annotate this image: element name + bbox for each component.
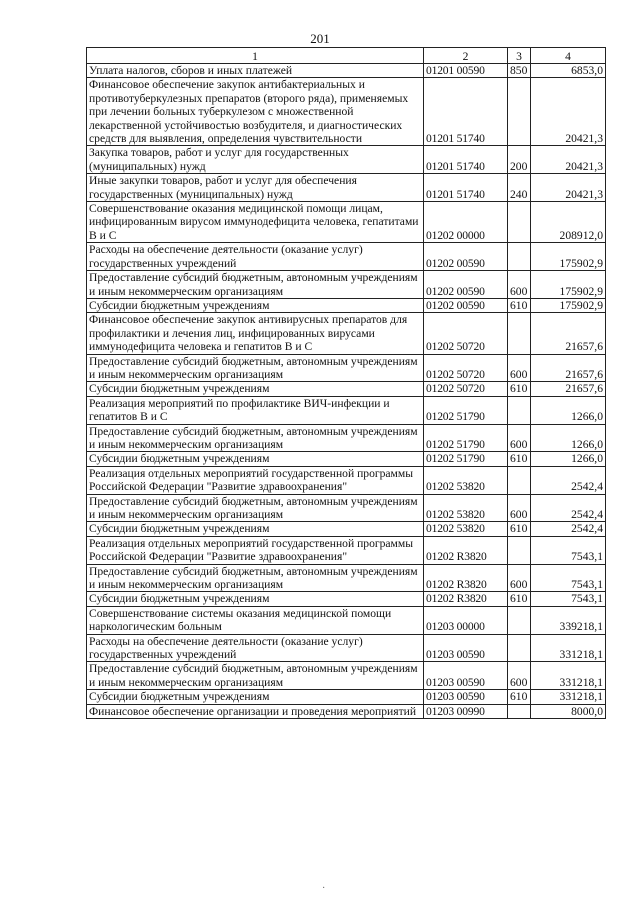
row-code-cell: 01202 50720 [424, 382, 508, 396]
row-amount-cell: 20421,3 [531, 78, 606, 146]
row-code-cell: 01201 51740 [424, 78, 508, 146]
row-type-cell: 200 [508, 146, 531, 174]
row-name-cell: Реализация отдельных мероприятий государственной программы Российской Федерации "Развитие здравоохранения" [87, 466, 424, 494]
budget-table [86, 47, 606, 719]
row-name-cell: Совершенствование системы оказания медицинской помощи наркологическим больным [87, 606, 424, 634]
row-type-cell [508, 243, 531, 271]
row-name-cell: Реализация отдельных мероприятий государственной программы Российской Федерации "Развитие здравоохранения" [87, 536, 424, 564]
row-type-cell: 610 [508, 298, 531, 312]
row-code-cell: 01202 50720 [424, 354, 508, 382]
header-col-2: 2 [424, 48, 508, 64]
table-row [87, 174, 606, 202]
row-amount-cell: 2542,4 [531, 522, 606, 536]
row-code-cell: 01202 R3820 [424, 592, 508, 606]
table-row [87, 243, 606, 271]
row-amount-cell: 8000,0 [531, 704, 606, 718]
table-row [87, 452, 606, 466]
row-type-cell: 610 [508, 690, 531, 704]
row-code-cell: 01202 53820 [424, 494, 508, 522]
row-code-cell: 01202 51790 [424, 452, 508, 466]
table-row [87, 64, 606, 78]
page-number: 201 [310, 31, 330, 46]
row-code-cell: 01202 51790 [424, 396, 508, 424]
row-name-cell: Предоставление субсидий бюджетным, автономным учреждениям и иным некоммерческим организациям [87, 494, 424, 522]
row-code-cell: 01202 50720 [424, 313, 508, 354]
table-row [87, 202, 606, 243]
header-col-3: 3 [508, 48, 531, 64]
row-name-cell: Расходы на обеспечение деятельности (оказание услуг) государственных учреждений [87, 634, 424, 662]
row-code-cell: 01201 51740 [424, 146, 508, 174]
row-amount-cell: 1266,0 [531, 452, 606, 466]
header-col-4: 4 [531, 48, 606, 64]
row-amount-cell: 1266,0 [531, 424, 606, 452]
row-type-cell: 600 [508, 424, 531, 452]
row-code-cell: 01202 51790 [424, 424, 508, 452]
table-row [87, 522, 606, 536]
row-name-cell: Субсидии бюджетным учреждениям [87, 452, 424, 466]
row-amount-cell: 7543,1 [531, 564, 606, 592]
row-code-cell: 01202 00590 [424, 298, 508, 312]
table-header-row [87, 48, 606, 64]
scan-artifact: · [322, 883, 326, 894]
row-type-cell [508, 704, 531, 718]
row-amount-cell: 21657,6 [531, 313, 606, 354]
table-row [87, 271, 606, 299]
row-amount-cell: 175902,9 [531, 243, 606, 271]
table-row [87, 313, 606, 354]
table-row [87, 564, 606, 592]
row-amount-cell: 7543,1 [531, 592, 606, 606]
row-type-cell: 600 [508, 354, 531, 382]
row-type-cell: 850 [508, 64, 531, 78]
row-amount-cell: 21657,6 [531, 382, 606, 396]
row-type-cell [508, 606, 531, 634]
table-row [87, 424, 606, 452]
row-amount-cell: 20421,3 [531, 146, 606, 174]
row-type-cell: 600 [508, 271, 531, 299]
row-amount-cell: 20421,3 [531, 174, 606, 202]
row-code-cell: 01202 R3820 [424, 536, 508, 564]
row-amount-cell: 331218,1 [531, 634, 606, 662]
row-amount-cell: 175902,9 [531, 271, 606, 299]
row-code-cell: 01203 00590 [424, 634, 508, 662]
row-type-cell: 240 [508, 174, 531, 202]
row-type-cell: 610 [508, 522, 531, 536]
row-name-cell: Субсидии бюджетным учреждениям [87, 382, 424, 396]
row-name-cell: Расходы на обеспечение деятельности (оказание услуг) государственных учреждений [87, 243, 424, 271]
table-row [87, 146, 606, 174]
row-name-cell: Закупка товаров, работ и услуг для государственных (муниципальных) нужд [87, 146, 424, 174]
row-code-cell: 01203 00990 [424, 704, 508, 718]
row-name-cell: Реализация мероприятий по профилактике ВИЧ-инфекции и гепатитов В и С [87, 396, 424, 424]
row-amount-cell: 339218,1 [531, 606, 606, 634]
row-name-cell: Иные закупки товаров, работ и услуг для обеспечения государственных (муниципальных) нужд [87, 174, 424, 202]
table-row [87, 704, 606, 718]
table-row [87, 690, 606, 704]
row-code-cell: 01203 00590 [424, 662, 508, 690]
row-type-cell [508, 396, 531, 424]
row-amount-cell: 2542,4 [531, 466, 606, 494]
row-amount-cell: 331218,1 [531, 662, 606, 690]
table-row [87, 382, 606, 396]
row-type-cell: 610 [508, 592, 531, 606]
row-code-cell: 01203 00590 [424, 690, 508, 704]
table-row [87, 662, 606, 690]
row-name-cell: Уплата налогов, сборов и иных платежей [87, 64, 424, 78]
row-name-cell: Предоставление субсидий бюджетным, автономным учреждениям и иным некоммерческим организациям [87, 271, 424, 299]
row-code-cell: 01202 00000 [424, 202, 508, 243]
row-amount-cell: 1266,0 [531, 396, 606, 424]
row-amount-cell: 7543,1 [531, 536, 606, 564]
table-row [87, 354, 606, 382]
table-row [87, 592, 606, 606]
header-col-1: 1 [87, 48, 424, 64]
table-row [87, 606, 606, 634]
row-type-cell: 610 [508, 382, 531, 396]
row-amount-cell: 175902,9 [531, 298, 606, 312]
table-row [87, 634, 606, 662]
table-row [87, 466, 606, 494]
row-type-cell: 600 [508, 494, 531, 522]
row-type-cell [508, 466, 531, 494]
row-code-cell: 01202 00590 [424, 243, 508, 271]
row-code-cell: 01201 51740 [424, 174, 508, 202]
row-name-cell: Предоставление субсидий бюджетным, автономным учреждениям и иным некоммерческим организациям [87, 424, 424, 452]
row-code-cell: 01203 00000 [424, 606, 508, 634]
row-name-cell: Финансовое обеспечение организации и проведения мероприятий [87, 704, 424, 718]
row-code-cell: 01202 53820 [424, 522, 508, 536]
row-type-cell: 600 [508, 662, 531, 690]
row-name-cell: Субсидии бюджетным учреждениям [87, 592, 424, 606]
row-type-cell [508, 634, 531, 662]
row-name-cell: Субсидии бюджетным учреждениям [87, 690, 424, 704]
row-name-cell: Субсидии бюджетным учреждениям [87, 522, 424, 536]
row-type-cell: 600 [508, 564, 531, 592]
row-name-cell: Совершенствование оказания медицинской помощи лицам, инфицированным вирусом иммунодефицита человека, гепатитами В и С [87, 202, 424, 243]
table-row [87, 536, 606, 564]
table-row [87, 396, 606, 424]
row-name-cell: Финансовое обеспечение закупок антибактериальных и противотуберкулезных препаратов (второго ряда), применяемых при лечении больных туберкулезом с множественной лекарственной устойчивостью возбудителя, и диагностических средств для выявления, определения чувствительности [87, 78, 424, 146]
row-name-cell: Финансовое обеспечение закупок антивирусных препаратов для профилактики и лечения лиц, инфицированных вирусами иммунодефицита человека и гепатитов В и С [87, 313, 424, 354]
row-type-cell [508, 313, 531, 354]
row-name-cell: Предоставление субсидий бюджетным, автономным учреждениям и иным некоммерческим организациям [87, 564, 424, 592]
row-code-cell: 01201 00590 [424, 64, 508, 78]
table-row [87, 298, 606, 312]
row-type-cell [508, 536, 531, 564]
row-name-cell: Предоставление субсидий бюджетным, автономным учреждениям и иным некоммерческим организациям [87, 354, 424, 382]
row-code-cell: 01202 53820 [424, 466, 508, 494]
row-amount-cell: 21657,6 [531, 354, 606, 382]
row-type-cell [508, 78, 531, 146]
row-name-cell: Субсидии бюджетным учреждениям [87, 298, 424, 312]
row-name-cell: Предоставление субсидий бюджетным, автономным учреждениям и иным некоммерческим организациям [87, 662, 424, 690]
row-amount-cell: 2542,4 [531, 494, 606, 522]
row-amount-cell: 208912,0 [531, 202, 606, 243]
table-body [87, 64, 606, 719]
row-type-cell: 610 [508, 452, 531, 466]
table-row [87, 494, 606, 522]
table-row [87, 78, 606, 146]
row-amount-cell: 6853,0 [531, 64, 606, 78]
row-amount-cell: 331218,1 [531, 690, 606, 704]
row-code-cell: 01202 R3820 [424, 564, 508, 592]
row-code-cell: 01202 00590 [424, 271, 508, 299]
row-type-cell [508, 202, 531, 243]
